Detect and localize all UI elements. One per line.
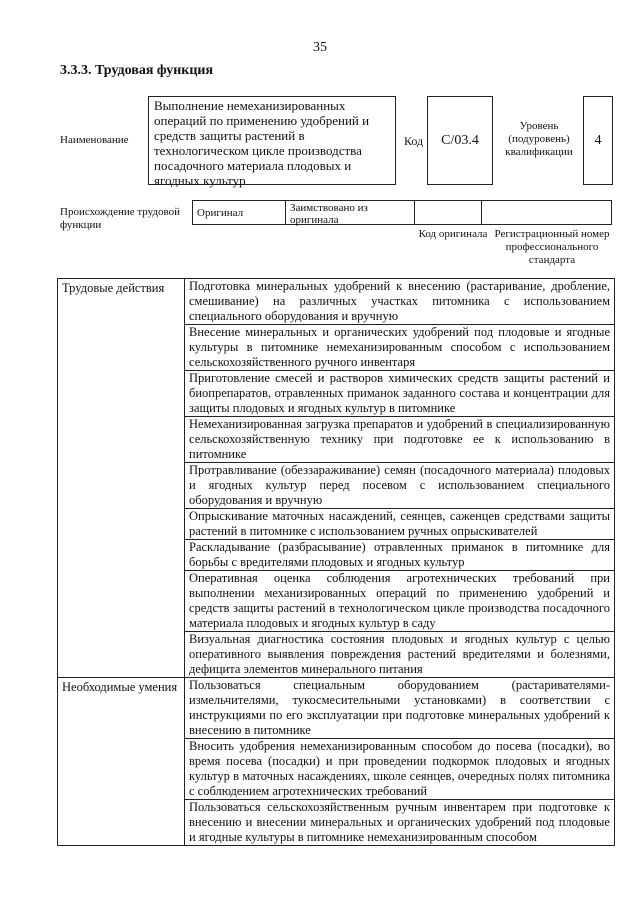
labor-action-item: Протравливание (обеззараживание) семян (посадочного материала) плодовых и ягодных культур перед посевом с использованием специального оборудования и вручную bbox=[185, 463, 615, 509]
labor-action-item: Раскладывание (разбрасывание) отравленных приманок в питомнике для борьбы с вредителями плодовых и ягодных культур bbox=[185, 540, 615, 571]
level-value-box: 4 bbox=[583, 96, 613, 185]
origin-original-cell: Оригинал bbox=[192, 200, 286, 225]
page-number: 35 bbox=[313, 40, 327, 55]
table-row bbox=[58, 279, 615, 325]
section-heading: 3.3.3. Трудовая функция bbox=[60, 63, 214, 78]
table-row bbox=[58, 678, 615, 739]
origin-code-cell bbox=[414, 200, 482, 225]
original-code-caption: Код оригинала bbox=[418, 228, 488, 240]
labor-action-item: Опрыскивание маточных насаждений, сеянцев, саженцев средствами защиты растений в питомнике с использованием ручных опрыскивателей bbox=[185, 509, 615, 540]
labor-action-item: Оперативная оценка соблюдения агротехнических требований при выполнении механизированных операций по применению удобрений и средств защиты растений в технологическом цикле производства посадочного материала плодовых и ягодных культур в саду bbox=[185, 571, 615, 632]
function-name-box: Выполнение немеханизированных операций по применению удобрений и средств защиты растений в технологическом цикле производства посадочного материала плодовых и ягодных культур bbox=[148, 96, 396, 185]
function-code-box: C/03.4 bbox=[427, 96, 493, 185]
labor-action-item: Внесение минеральных и органических удобрений под плодовые и ягодные культуры в питомнике немеханизированным способом с использованием сельскохозяйственного ручного инвентаря bbox=[185, 325, 615, 371]
registration-number-caption: Регистрационный номер профессионального стандарта bbox=[494, 228, 610, 266]
labor-action-item: Приготовление смесей и растворов химических средств защиты растений и биопрепаратов, отравленных приманок заданного состава и концентрации для защиты плодовых и ягодных культур в питомнике bbox=[185, 371, 615, 417]
skill-item: Пользоваться сельскохозяйственным ручным инвентарем при подготовке к внесению и внесении минеральных и органических удобрений под плодовые и ягодные культуры в питомнике немеханизированным способом bbox=[185, 800, 615, 846]
origin-borrowed-cell: Заимствовано из оригинала bbox=[285, 200, 415, 225]
origin-row bbox=[192, 200, 614, 225]
labor-action-item: Немеханизированная загрузка препаратов и удобрений в специализированную сельскохозяйственную технику при подготовке ее к использованию в питомнике bbox=[185, 417, 615, 463]
function-details-table bbox=[57, 278, 615, 846]
origin-label: Происхождение трудовой функции bbox=[60, 206, 181, 231]
level-label: Уровень (подуровень) квалификации bbox=[505, 120, 573, 158]
skill-item: Вносить удобрения немеханизированным способом до посева (посадки), во время посева (посадки) и при проведении подкормок плодовых и ягодных культур в маточных насаждениях, школе сеянцев, очередных полях питомника с соблюдением агротехнических требований bbox=[185, 739, 615, 800]
labor-action-item: Визуальная диагностика состояния плодовых и ягодных культур с целью оперативного выявления повреждения растений вредителями и болезнями, дефицита элементов минерального питания bbox=[185, 632, 615, 678]
labor-action-item: Подготовка минеральных удобрений к внесению (растаривание, дробление, смешивание) на различных участках питомника с использованием специального оборудования и вручную bbox=[185, 279, 615, 325]
skill-item: Пользоваться специальным оборудованием (растаривателями-измельчителями, тукосмесительными установками) в соответствии с инструкциями по его эксплуатации при подготовке минеральных удобрений к внесению в питомнике bbox=[185, 678, 615, 739]
labor-actions-title: Трудовые действия bbox=[58, 279, 185, 678]
name-label: Наименование bbox=[60, 134, 129, 146]
origin-reg-cell bbox=[481, 200, 612, 225]
required-skills-title: Необходимые умения bbox=[58, 678, 185, 846]
code-label: Код bbox=[404, 134, 424, 148]
